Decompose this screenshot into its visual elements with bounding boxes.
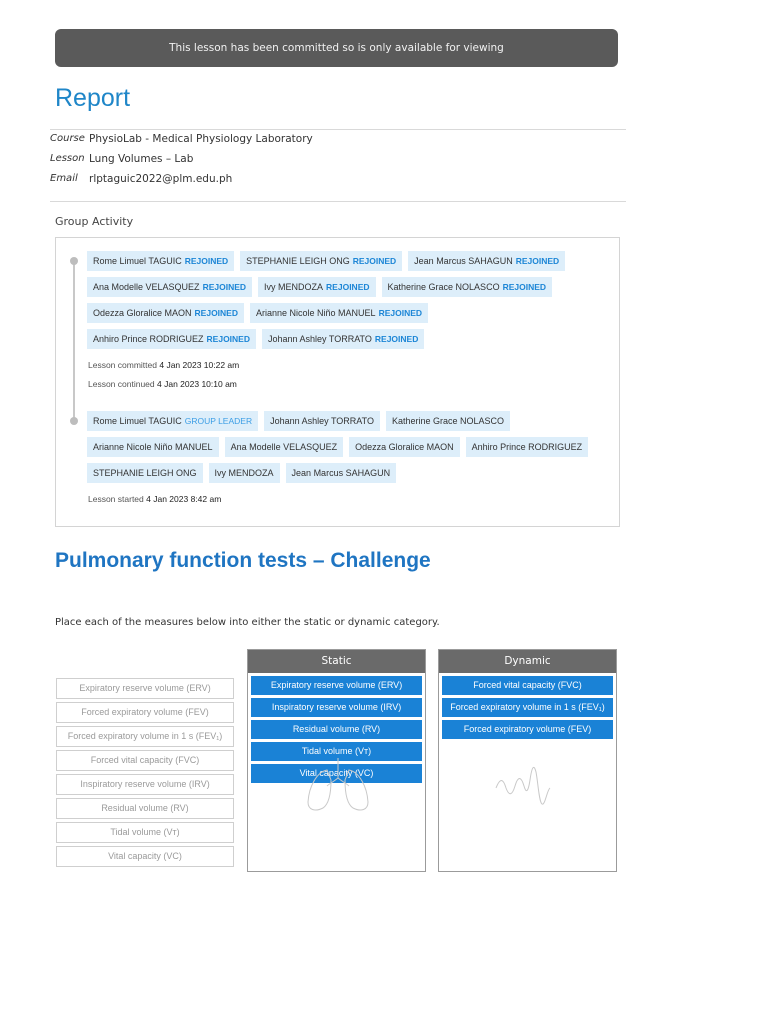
placed-measure[interactable]: Forced expiratory volume in 1 s (FEV₁) [442, 698, 613, 717]
participant-name: Ana Modelle VELASQUEZ [230, 442, 338, 452]
meta-course [50, 133, 313, 145]
participant-chip [386, 411, 510, 431]
placed-measure[interactable]: Forced expiratory volume (FEV) [442, 720, 613, 739]
participant-chip [209, 463, 280, 483]
participant-chip [87, 411, 258, 431]
meta-email [50, 173, 232, 185]
meta-label: Course [50, 133, 85, 144]
activity-event [88, 379, 237, 389]
divider [50, 129, 626, 130]
participant-name: Ivy MENDOZA [214, 468, 274, 478]
participant-row [87, 277, 552, 297]
participant-chip [250, 303, 428, 323]
spirometry-wave-icon [494, 760, 558, 810]
category-body [439, 676, 616, 739]
timeline-dot [70, 257, 78, 265]
draggable-measure[interactable]: Expiratory reserve volume (ERV) [56, 678, 234, 699]
activity-event [88, 494, 221, 504]
status-badge: REJOINED [352, 256, 397, 266]
participant-name: Ivy MENDOZA [264, 282, 324, 292]
category-header: Dynamic [439, 650, 616, 673]
participant-row [87, 329, 424, 349]
status-badge: REJOINED [378, 308, 423, 318]
participant-chip [240, 251, 402, 271]
draggable-measure[interactable]: Vital capacity (VC) [56, 846, 234, 867]
meta-label: Lesson [50, 153, 85, 164]
status-badge: REJOINED [326, 282, 370, 292]
read-only-banner [55, 29, 618, 67]
participant-chip [382, 277, 553, 297]
participant-name: Katherine Grace NOLASCO [387, 282, 500, 292]
page-title: Report [55, 84, 131, 112]
dynamic-drop-zone[interactable] [438, 649, 617, 872]
status-badge: REJOINED [202, 282, 247, 292]
participant-row [87, 411, 510, 431]
participant-row [87, 437, 588, 457]
participant-name: Katherine Grace NOLASCO [391, 416, 505, 426]
participant-row [87, 251, 565, 271]
event-label: Lesson continued [88, 379, 155, 389]
participant-chip [87, 251, 234, 271]
banner-text: This lesson has been committed so is only available for viewing [169, 42, 504, 54]
participant-name: Arianne Nicole Niño MANUEL [93, 442, 213, 452]
status-badge: REJOINED [374, 334, 419, 344]
divider [50, 201, 626, 202]
static-drop-zone[interactable] [247, 649, 426, 872]
meta-label: Email [50, 173, 78, 184]
participant-chip [466, 437, 589, 457]
activity-event [88, 360, 239, 370]
lungs-icon [303, 756, 373, 818]
participant-name: Jean Marcus SAHAGUN [414, 256, 513, 266]
participant-chip [87, 277, 252, 297]
participant-row [87, 463, 396, 483]
timeline-dot [70, 417, 78, 425]
timeline-line [73, 261, 75, 422]
placed-measure[interactable]: Expiratory reserve volume (ERV) [251, 676, 422, 695]
participant-chip [262, 329, 424, 349]
placed-measure[interactable]: Tidal volume (Vᴛ) [251, 742, 422, 761]
meta-value: PhysioLab - Medical Physiology Laboratory [89, 133, 313, 145]
source-items-list [56, 678, 234, 870]
status-badge: REJOINED [515, 256, 560, 266]
participant-name: Jean Marcus SAHAGUN [291, 468, 391, 478]
participant-name: Rome Limuel TAGUIC [93, 256, 182, 266]
event-label: Lesson committed [88, 360, 157, 370]
event-label: Lesson started [88, 494, 144, 504]
status-badge: REJOINED [502, 282, 547, 292]
status-badge: REJOINED [206, 334, 250, 344]
participant-chip [349, 437, 460, 457]
participant-chip [286, 463, 397, 483]
category-header: Static [248, 650, 425, 673]
participant-row [87, 303, 428, 323]
role-badge: GROUP LEADER [184, 416, 253, 426]
participant-chip [87, 329, 256, 349]
draggable-measure[interactable]: Forced vital capacity (FVC) [56, 750, 234, 771]
category-body [248, 676, 425, 783]
group-activity-panel [55, 237, 620, 527]
placed-measure[interactable]: Vital capacity (VC) [251, 764, 422, 783]
participant-name: Odezza Gloralice MAON [355, 442, 454, 452]
meta-value: Lung Volumes – Lab [89, 153, 194, 165]
participant-chip [87, 437, 219, 457]
participant-name: Johann Ashley TORRATO [268, 334, 372, 344]
participant-chip [87, 303, 244, 323]
status-badge: REJOINED [194, 308, 238, 318]
draggable-measure[interactable]: Forced expiratory volume (FEV) [56, 702, 234, 723]
participant-name: Anhiro Prince RODRIGUEZ [93, 334, 204, 344]
meta-value: rlptaguic2022@plm.edu.ph [89, 173, 233, 185]
participant-name: Arianne Nicole Niño MANUEL [256, 308, 376, 318]
meta-lesson [50, 153, 193, 165]
draggable-measure[interactable]: Inspiratory reserve volume (IRV) [56, 774, 234, 795]
participant-name: Anhiro Prince RODRIGUEZ [471, 442, 583, 452]
event-time: 4 Jan 2023 10:22 am [159, 360, 240, 370]
participant-chip [87, 463, 203, 483]
participant-name: Rome Limuel TAGUIC [93, 416, 182, 426]
participant-name: STEPHANIE LEIGH ONG [246, 256, 350, 266]
placed-measure[interactable]: Residual volume (RV) [251, 720, 422, 739]
status-badge: REJOINED [184, 256, 229, 266]
participant-chip [264, 411, 380, 431]
participant-chip [225, 437, 344, 457]
draggable-measure[interactable]: Forced expiratory volume in 1 s (FEV₁) [56, 726, 234, 747]
participant-name: Odezza Gloralice MAON [93, 308, 192, 318]
participant-chip [258, 277, 375, 297]
draggable-measure[interactable]: Residual volume (RV) [56, 798, 234, 819]
participant-name: Ana Modelle VELASQUEZ [93, 282, 200, 292]
participant-name: STEPHANIE LEIGH ONG [93, 468, 197, 478]
event-time: 4 Jan 2023 8:42 am [146, 494, 222, 504]
challenge-title: Pulmonary function tests – Challenge [55, 549, 431, 572]
draggable-measure[interactable]: Tidal volume (Vᴛ) [56, 822, 234, 843]
group-activity-label: Group Activity [55, 215, 134, 228]
participant-name: Johann Ashley TORRATO [270, 416, 374, 426]
placed-measure[interactable]: Forced vital capacity (FVC) [442, 676, 613, 695]
event-time: 4 Jan 2023 10:10 am [157, 379, 237, 389]
placed-measure[interactable]: Inspiratory reserve volume (IRV) [251, 698, 422, 717]
participant-chip [408, 251, 565, 271]
challenge-instructions: Place each of the measures below into either the static or dynamic category. [55, 617, 440, 628]
